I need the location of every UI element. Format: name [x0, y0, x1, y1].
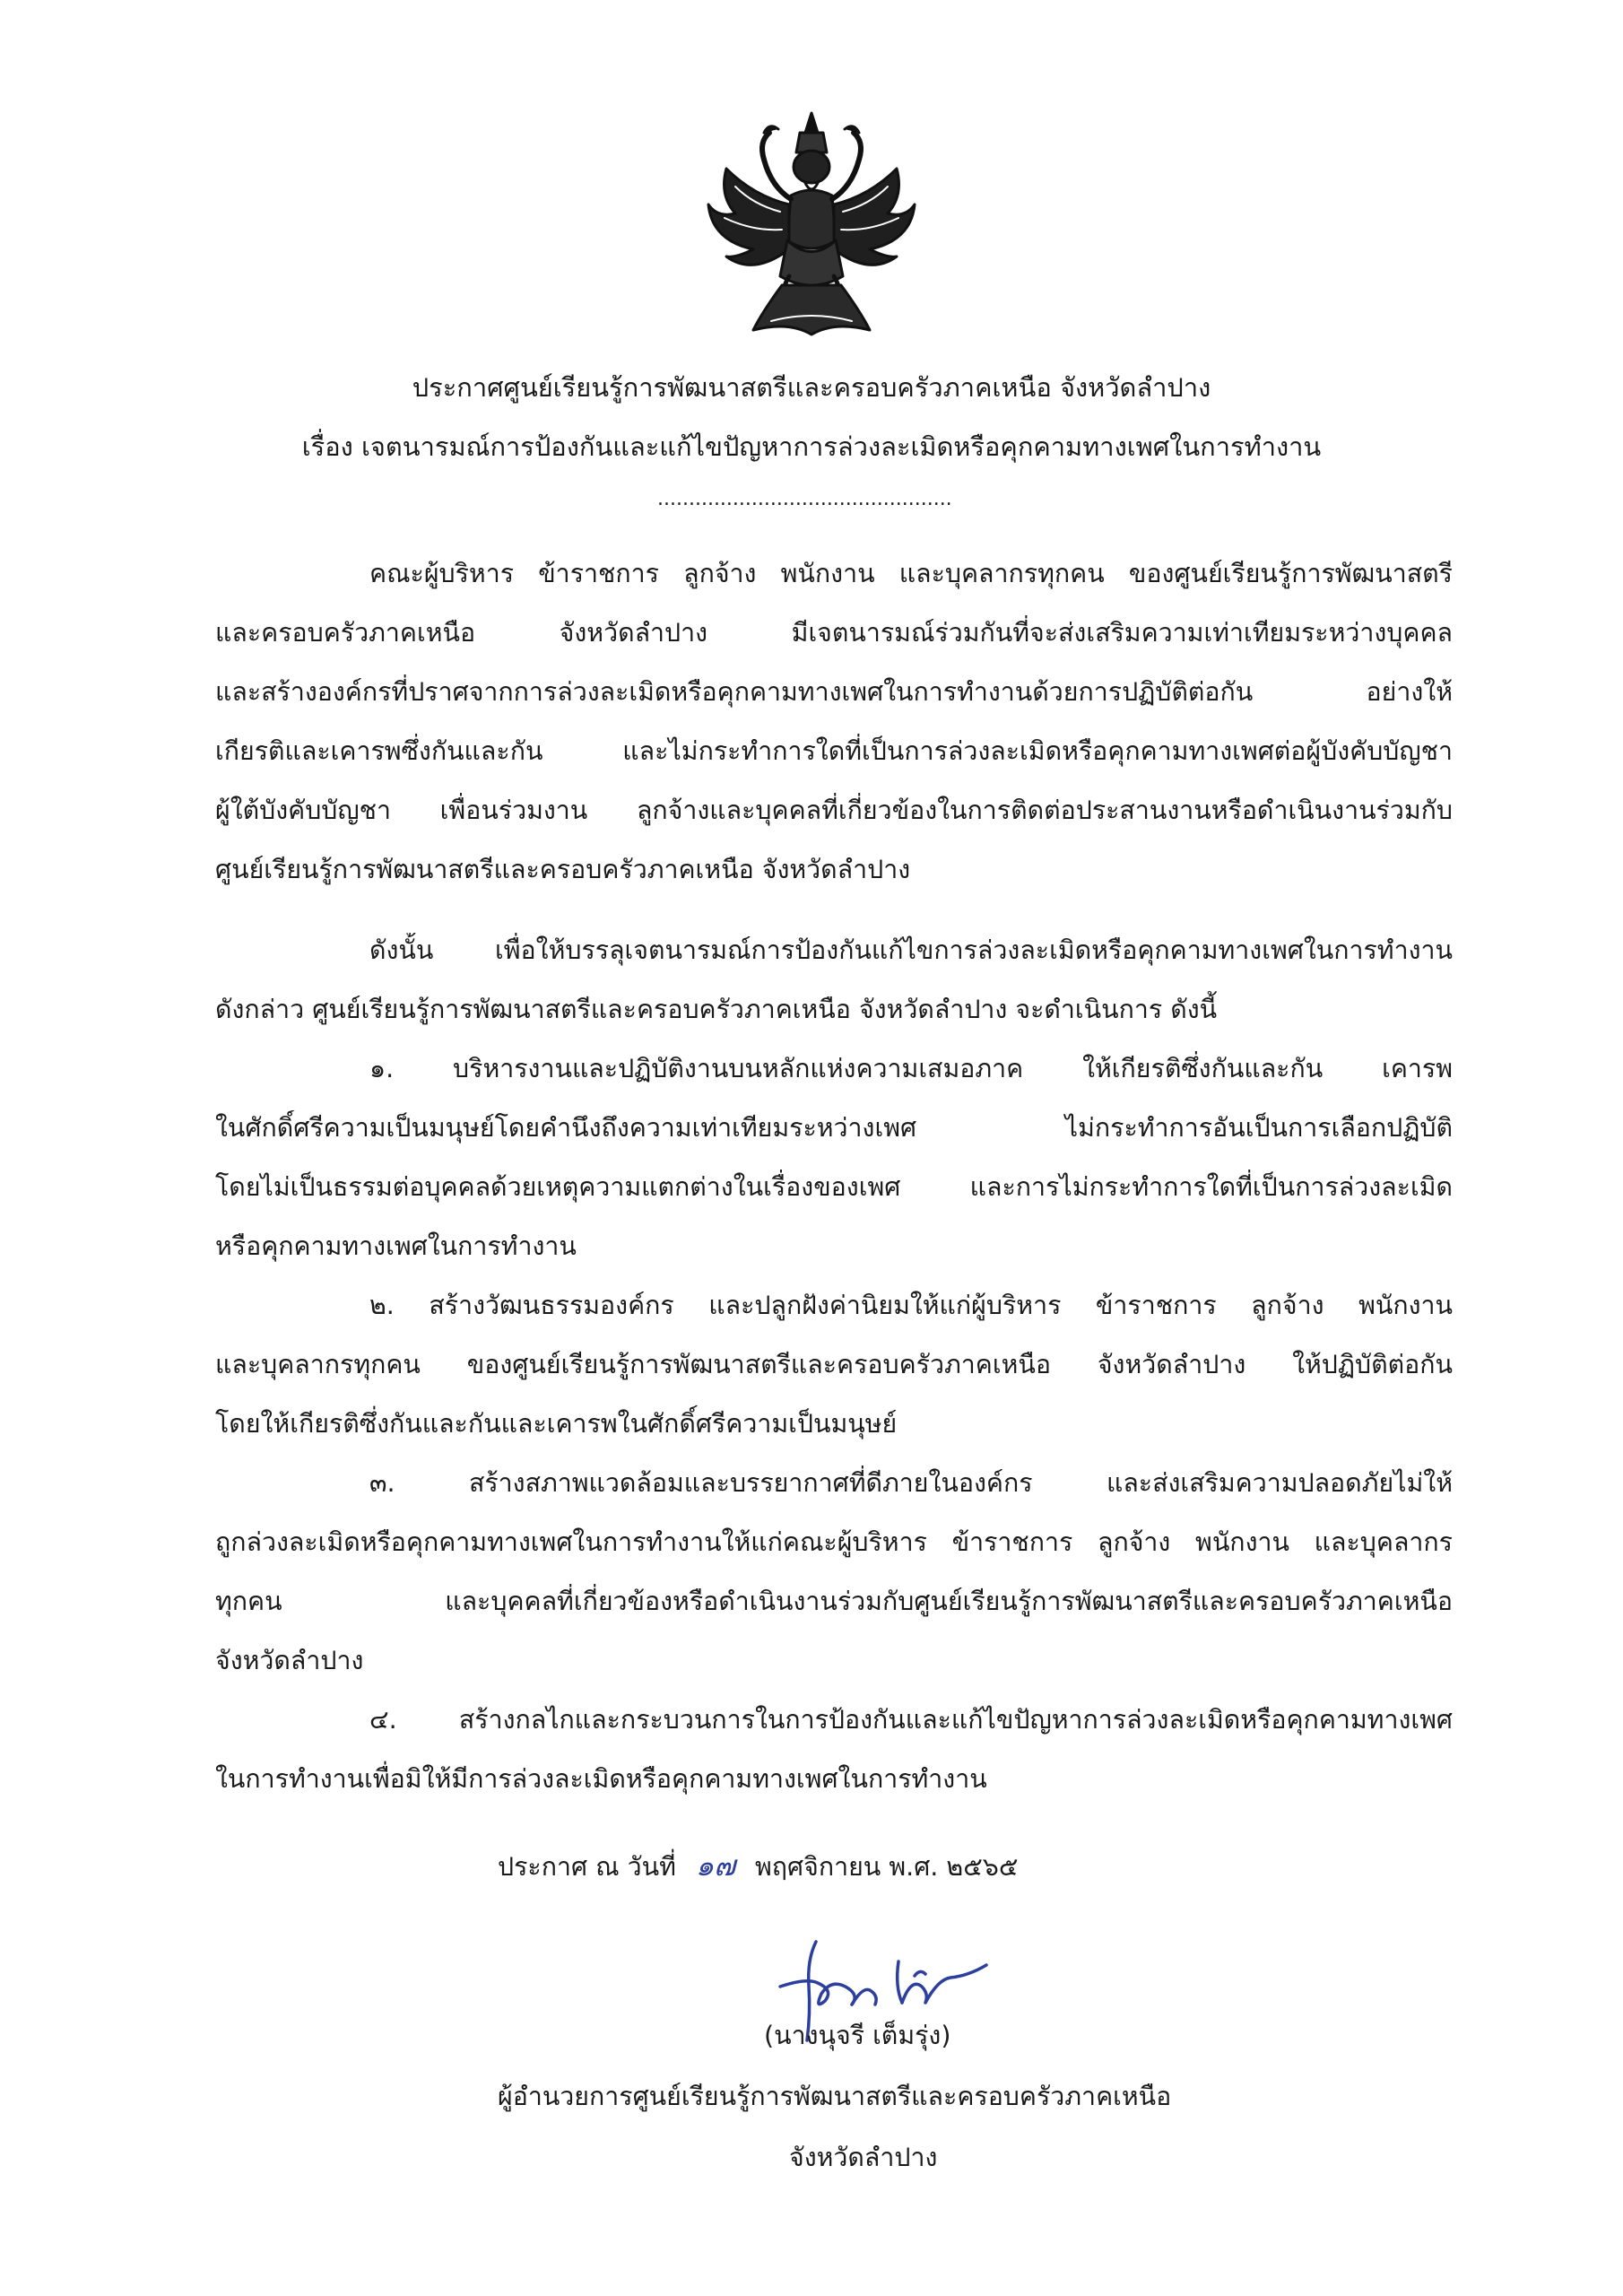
list-item-1: ๑. บริหารงานและปฏิบัติงานบนหลักแห่งความเสมอภาค ให้เกียรติซึ่งกันและกัน เคารพ	[369, 1054, 1453, 1083]
paragraph-line: และสร้างองค์กรที่ปราศจากการล่วงละเมิดหรือคุกคามทางเพศในการทำงานด้วยการปฏิบัติต่อกัน อย่างให้	[215, 677, 1453, 707]
paragraph-line: หรือคุกคามทางเพศในการทำงาน	[215, 1231, 577, 1261]
list-item-4: ๔. สร้างกลไกและกระบวนการในการป้องกันและแก้ไขปัญหาการล่วงละเมิดหรือคุกคามทางเพศ	[369, 1705, 1453, 1735]
signatory-province: จังหวัดลำปาง	[789, 2143, 938, 2172]
paragraph-line: โดยให้เกียรติซึ่งกันและกันและเคารพในศักดิ์ศรีความเป็นมนุษย์	[215, 1409, 898, 1439]
signatory-position: ผู้อำนวยการศูนย์เรียนรู้การพัฒนาสตรีและครอบครัวภาคเหนือ	[498, 2082, 1172, 2111]
paragraph-line: และบุคลากรทุกคน ของศูนย์เรียนรู้การพัฒนาสตรีและครอบครัวภาคเหนือ จังหวัดลำปาง ให้ปฏิบัติต่อกัน	[215, 1350, 1453, 1379]
paragraph-line: คณะผู้บริหาร ข้าราชการ ลูกจ้าง พนักงาน และบุคลากรทุกคน ของศูนย์เรียนรู้การพัฒนาสตรี	[369, 559, 1453, 588]
list-item-3: ๓. สร้างสภาพแวดล้อมและบรรยากาศที่ดีภายในองค์กร และส่งเสริมความปลอดภัยไม่ให้	[369, 1468, 1453, 1498]
title-separator: ...............................................	[657, 488, 952, 510]
paragraph-line: ดังนั้น เพื่อให้บรรลุเจตนารมณ์การป้องกันแก้ไขการล่วงละเมิดหรือคุกคามทางเพศในการทำงาน	[369, 935, 1453, 965]
paragraph-line: เกียรติและเคารพซึ่งกันและกัน และไม่กระทำการใดที่เป็นการล่วงละเมิดหรือคุกคามทางเพศต่อผู้บังคับบัญชา	[215, 736, 1453, 766]
announcement-date	[498, 1848, 1018, 1885]
paragraph-line: จังหวัดลำปาง	[215, 1646, 364, 1675]
paragraph-line: และครอบครัวภาคเหนือ จังหวัดลำปาง มีเจตนารมณ์ร่วมกันที่จะส่งเสริมความเท่าเทียมระหว่างบุคคล	[215, 618, 1453, 648]
garuda-emblem-icon	[699, 106, 924, 339]
paragraph-line: โดยไม่เป็นธรรมต่อบุคคลด้วยเหตุความแตกต่างในเรื่องของเพศ และการไม่กระทำการใดที่เป็นการล่วงละเมิด	[215, 1172, 1453, 1202]
paragraph-line: ดังกล่าว ศูนย์เรียนรู้การพัฒนาสตรีและครอบครัวภาคเหนือ จังหวัดลำปาง จะดำเนินการ ดังนี้	[215, 995, 1218, 1024]
paragraph-line: ถูกล่วงละเมิดหรือคุกคามทางเพศในการทำงานให้แก่คณะผู้บริหาร ข้าราชการ ลูกจ้าง พนักงาน และบุคลากร	[215, 1527, 1453, 1557]
list-item-2: ๒. สร้างวัฒนธรรมองค์กร และปลูกฝังค่านิยมให้แก่ผู้บริหาร ข้าราชการ ลูกจ้าง พนักงาน	[369, 1291, 1453, 1320]
date-day: ๑๗	[695, 1848, 736, 1883]
announcement-title: ประกาศศูนย์เรียนรู้การพัฒนาสตรีและครอบครัวภาคเหนือ จังหวัดลำปาง	[412, 372, 1211, 403]
paragraph-line: ในศักดิ์ศรีความเป็นมนุษย์โดยคำนึงถึงความเท่าเทียมระหว่างเพศ ไม่กระทำการอันเป็นการเลือกปฏิบัติ	[215, 1113, 1453, 1143]
paragraph-line: ในการทำงานเพื่อมิให้มีการล่วงละเมิดหรือคุกคามทางเพศในการทำงาน	[215, 1764, 987, 1794]
date-prefix: ประกาศ ณ วันที่	[498, 1852, 676, 1882]
paragraph-line: ทุกคน และบุคคลที่เกี่ยวข้องหรือดำเนินงานร่วมกับศูนย์เรียนรู้การพัฒนาสตรีและครอบครัวภาคเหนือ	[215, 1587, 1453, 1616]
paragraph-line: ผู้ใต้บังคับบัญชา เพื่อนร่วมงาน ลูกจ้างและบุคคลที่เกี่ยวข้องในการติดต่อประสานงานหรือดำเนินงานร่วมกับ	[215, 796, 1453, 825]
announcement-subject: เรื่อง เจตนารมณ์การป้องกันและแก้ไขปัญหาการล่วงละเมิดหรือคุกคามทางเพศในการทำงาน	[301, 431, 1322, 462]
date-month-year: พฤศจิกายน พ.ศ. ๒๕๖๕	[755, 1852, 1019, 1882]
paragraph-line: ศูนย์เรียนรู้การพัฒนาสตรีและครอบครัวภาคเหนือ จังหวัดลำปาง	[215, 855, 911, 884]
signatory-name: (นางนุจรี เต็มรุ่ง)	[764, 2021, 951, 2050]
